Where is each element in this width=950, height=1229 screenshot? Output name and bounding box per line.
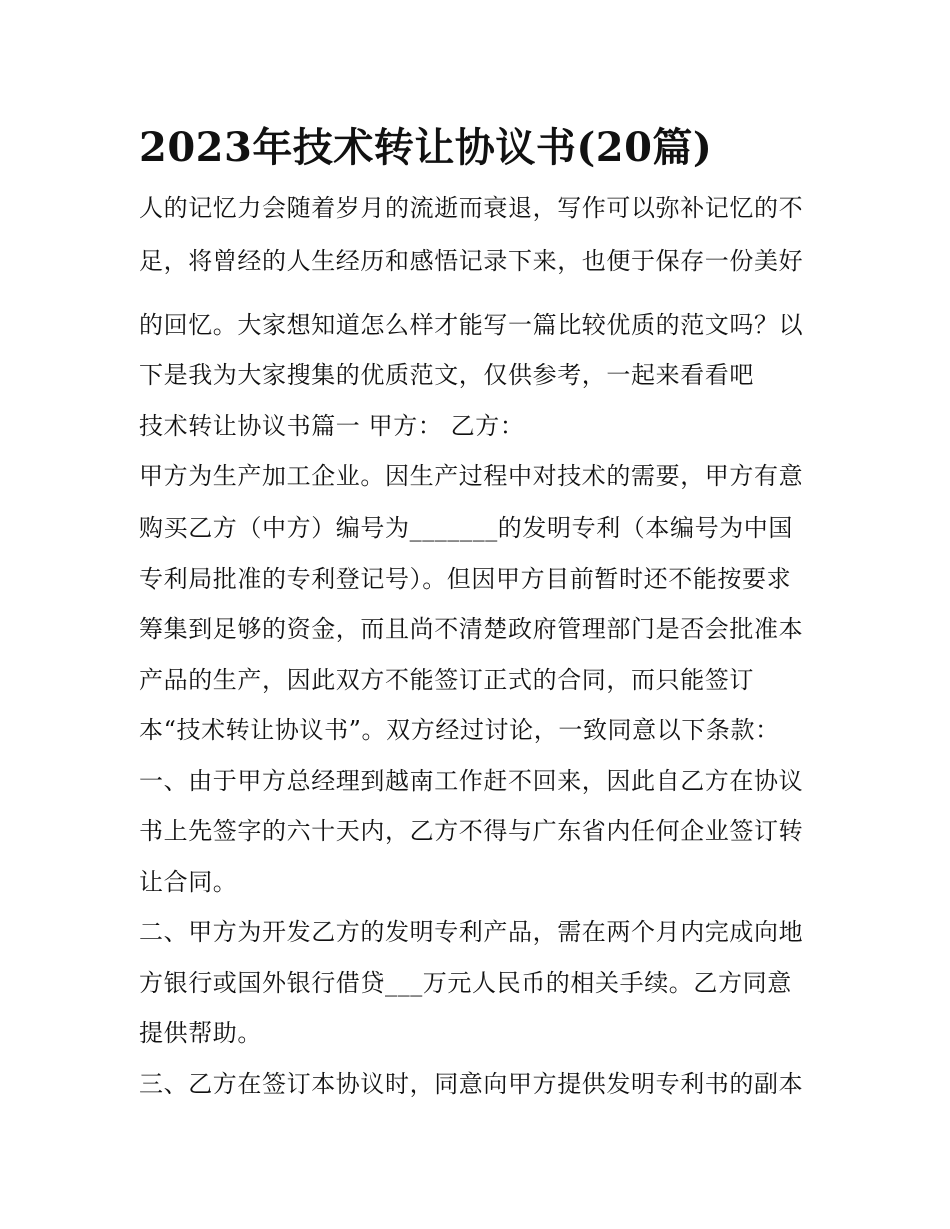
paragraph-line: 足，将曾经的人生经历和感悟记录下来，也便于保存一份美好	[139, 247, 804, 275]
paragraph-line: 的回忆。大家想知道怎么样才能写一篇比较优质的范文吗？以	[139, 311, 804, 339]
clause-line: 书上先签字的六十天内，乙方不得与广东省内任何企业签订转	[139, 817, 804, 845]
paragraph-line: 购买乙方（中方）编号为_______的发明专利（本编号为中国	[139, 514, 793, 542]
clause-line: 一、由于甲方总经理到越南工作赶不回来，因此自乙方在协议	[139, 767, 804, 795]
clause-line: 方银行或国外银行借贷___万元人民币的相关手续。乙方同意	[139, 969, 792, 997]
document-title: 2023年技术转让协议书(20篇)	[139, 124, 713, 171]
paragraph-line: 专利局批准的专利登记号）。但因甲方目前暂时还不能按要求	[139, 565, 792, 593]
clause-line: 提供帮助。	[139, 1019, 262, 1047]
clause-line: 三、乙方在签订本协议时，同意向甲方提供发明专利书的副本	[139, 1070, 804, 1098]
section-heading-line: 技术转让协议书篇一 甲方： 乙方：	[139, 412, 525, 440]
paragraph-line: 产品的生产，因此双方不能签订正式的合同，而只能签订	[139, 666, 754, 694]
clause-line: 让合同。	[139, 868, 238, 896]
paragraph-line: 甲方为生产加工企业。因生产过程中对技术的需要，甲方有意	[139, 462, 804, 490]
paragraph-line: 下是我为大家搜集的优质范文，仅供参考，一起来看看吧	[139, 361, 754, 389]
paragraph-line: 本“技术转让协议书”。双方经过讨论，一致同意以下条款：	[139, 716, 780, 744]
paragraph-line: 筹集到足够的资金，而且尚不清楚政府管理部门是否会批准本	[139, 615, 804, 643]
paragraph-line: 人的记忆力会随着岁月的流逝而衰退，写作可以弥补记忆的不	[139, 194, 804, 222]
clause-line: 二、甲方为开发乙方的发明专利产品，需在两个月内完成向地	[139, 918, 804, 946]
